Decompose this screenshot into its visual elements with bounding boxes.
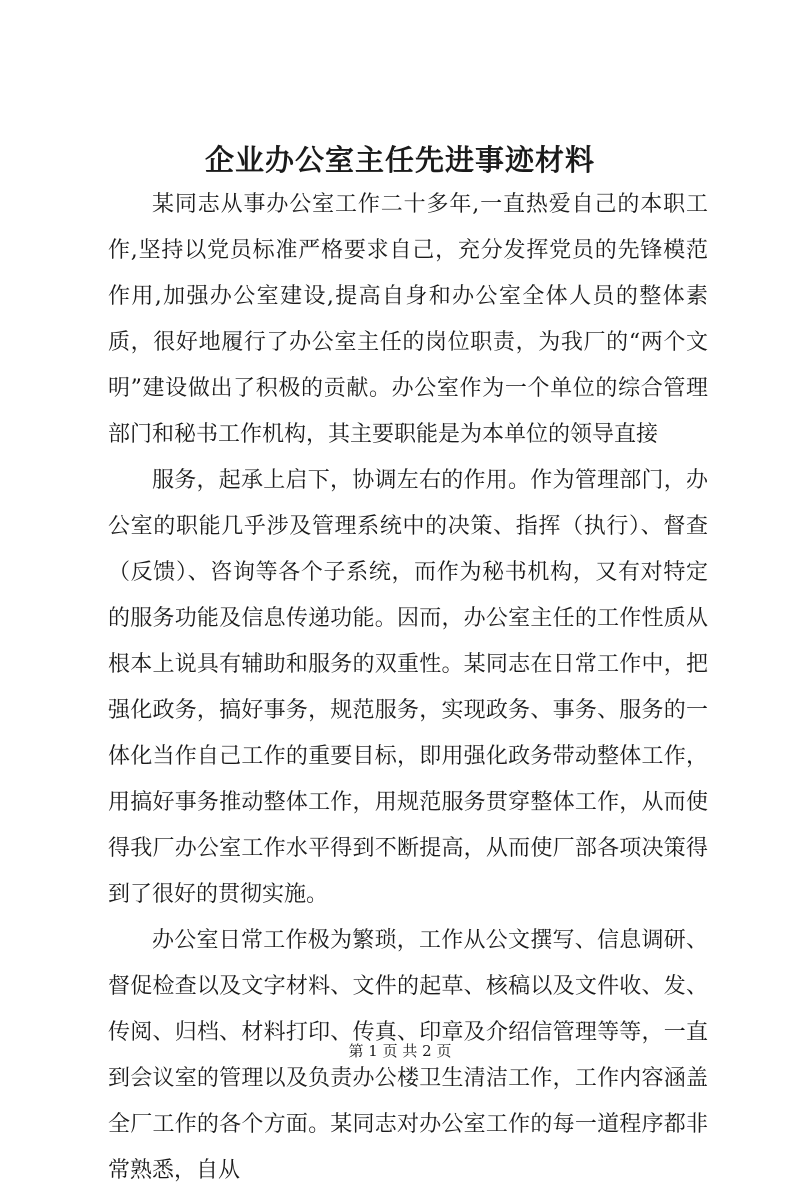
paragraph-3: 办公室日常工作极为繁琐，工作从公文撰写、信息调研、督促检查以及文字材料、文件的起草、核稿以及文件收、发、传阅、归档、材料打印、传真、印章及介绍信管理等等，一直到会议室的管理以及负责办公楼卫生清洁工作，工作内容涵盖全厂工作的各个方面。某同志对办公室工作的每一道程序都非常熟悉，自从 xyxy=(108,928,708,1183)
document-title: 企业办公室主任先进事迹材料 xyxy=(204,143,595,177)
paragraph-1: 某同志从事办公室工作二十多年,一直热爱自己的本职工作,坚持以党员标准严格要求自己，充分发挥党员的先锋模范作用,加强办公室建设,提高自身和办公室全体人员的整体素质，很好地履行了办公室主任的岗位职责，为我厂的“两个文明”建设做出了积极的贡献。办公室作为一个单位的综合管理部门和秘书工作机构，其主要职能是为本单位的领导直接 xyxy=(108,192,708,447)
paragraph-2: 服务，起承上启下，协调左右的作用。作为管理部门，办公室的职能几乎涉及管理系统中的决策、指挥（执行）、督查（反馈）、咨询等各个子系统，而作为秘书机构，又有对特定的服务功能及信息传递功能。因而，办公室主任的工作性质从根本上说具有辅助和服务的双重性。某同志在日常工作中，把强化政务，搞好事务，规范服务，实现政务、事务、服务的一体化当作自己工作的重要目标，即用强化政务带动整体工作，用搞好事务推动整体工作，用规范服务贯穿整体工作，从而使得我厂办公室工作水平得到不断提高，从而使厂部各项决策得到了很好的贯彻实施。 xyxy=(108,468,708,907)
page-footer: 第 1 页 共 2 页 xyxy=(348,1042,452,1060)
